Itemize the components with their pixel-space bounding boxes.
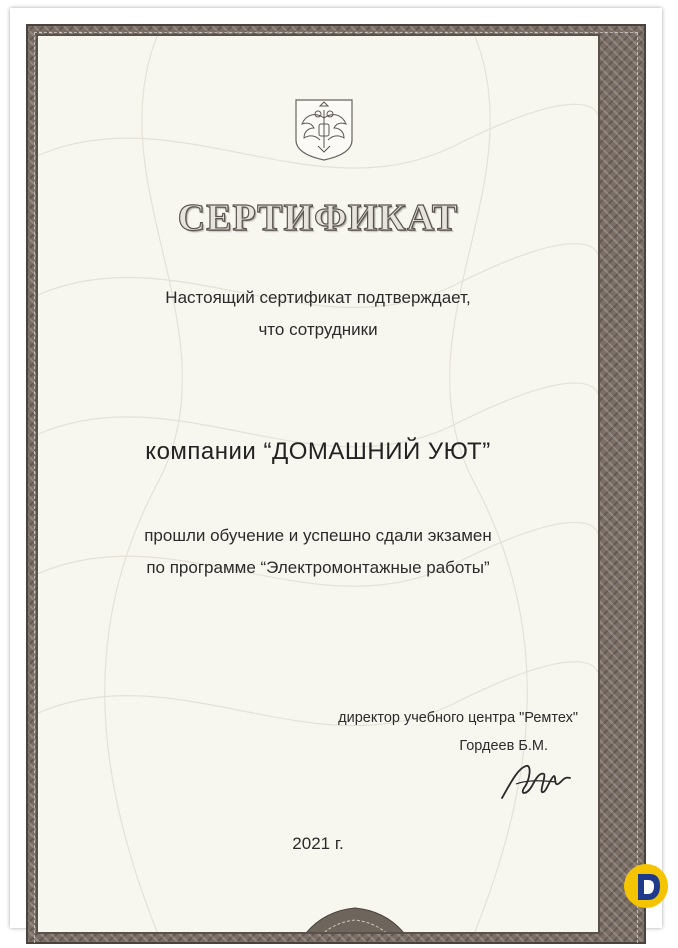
certificate-year: 2021 г. [292, 834, 344, 853]
intro-line-1: Настоящий сертификат подтверждает, [165, 288, 471, 307]
signer-position: директор учебного центра "Ремтех" [338, 710, 578, 726]
result-line-1: прошли обучение и успешно сдали экзамен [144, 526, 492, 545]
signer-name: Гордеев Б.М. [459, 738, 548, 754]
certificate-page [10, 8, 662, 928]
handwritten-signature [496, 754, 576, 810]
double-headed-eagle-icon [290, 96, 358, 162]
certificate-paper [36, 34, 600, 934]
bottom-ornament [280, 902, 430, 934]
company-name: компании “ДОМАШНИЙ УЮТ” [145, 438, 491, 465]
site-logo-icon [622, 862, 670, 910]
intro-line-2: что сотрудники [258, 320, 378, 339]
certificate-title: СЕРТИФИКАТ [177, 197, 459, 239]
result-line-2: по программе “Электромонтажные работы” [146, 558, 490, 577]
